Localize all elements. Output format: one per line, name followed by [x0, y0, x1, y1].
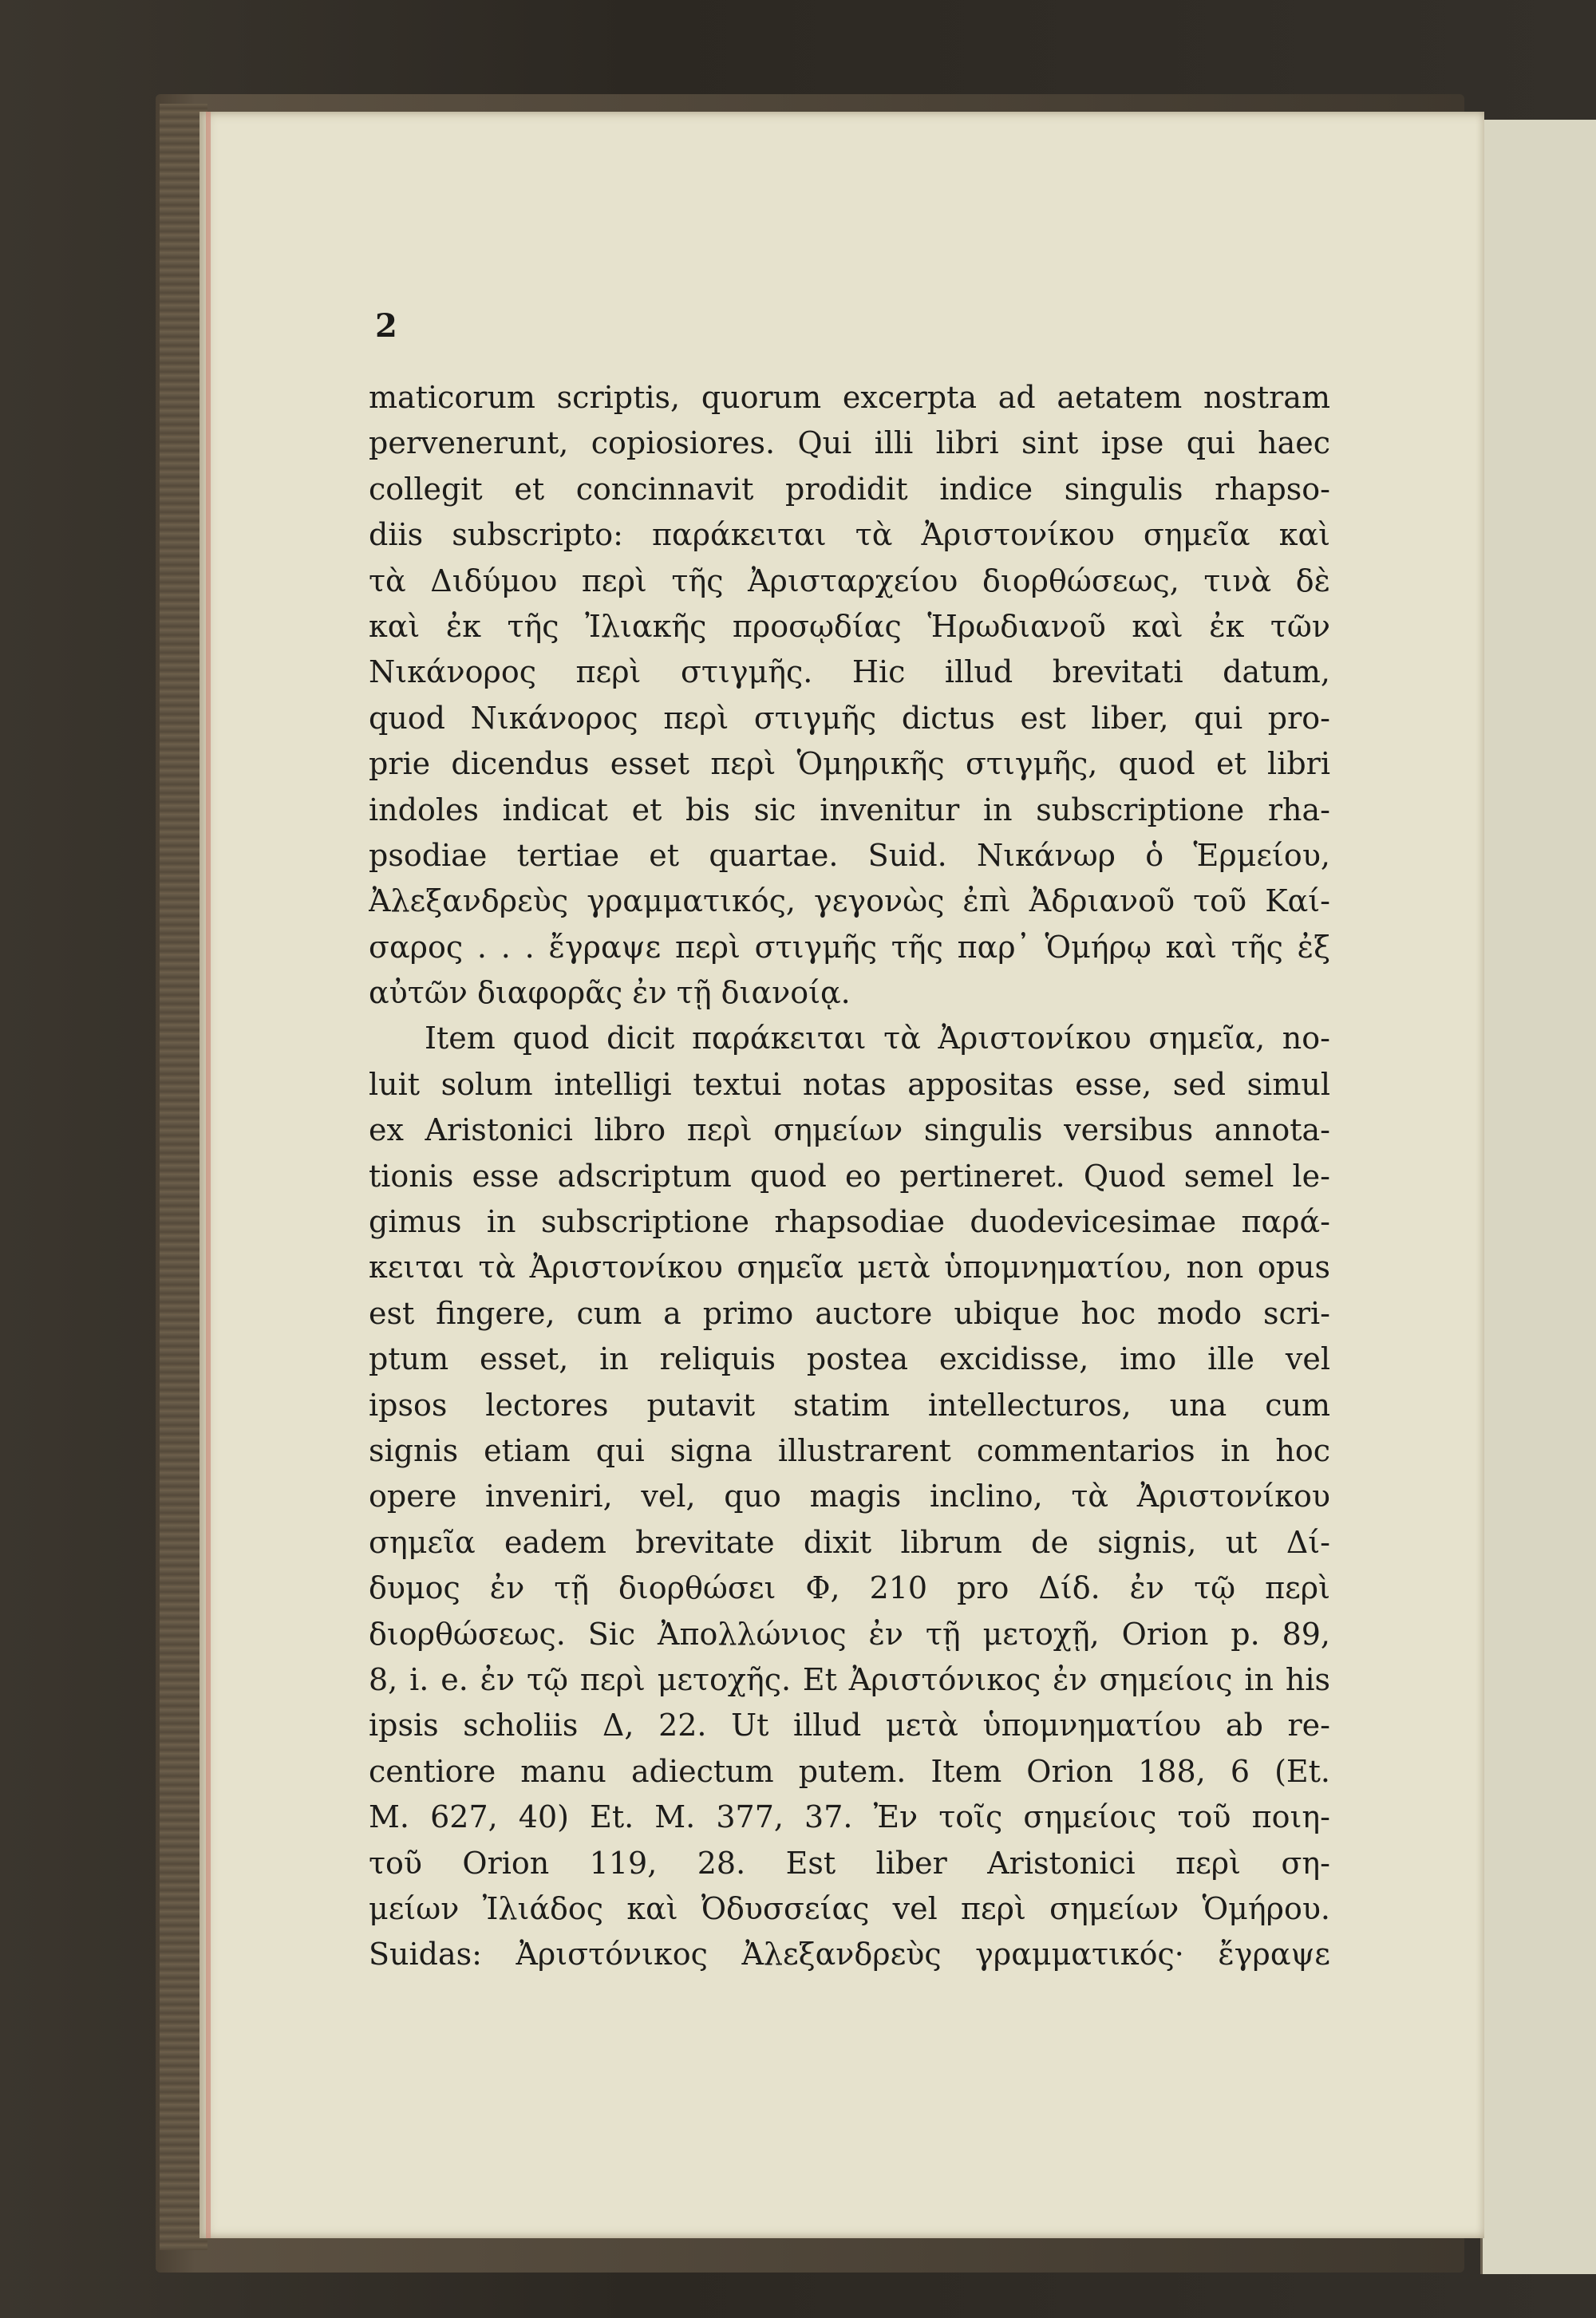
text-line: δυμος ἐν τῇ διορθώσει Φ, 210 pro Δίδ. ἐν τῷ περὶ: [369, 1570, 1330, 1606]
text-line: ipsos lectores putavit statim intellecturos, una cum: [369, 1387, 1330, 1423]
body-text: [369, 375, 1330, 1978]
text-line: κειται τὰ Ἀριστονίκου σημεῖα μετὰ ὑπομνηματίου, non opus: [369, 1250, 1330, 1285]
text-line: 8, i. e. ἐν τῷ περὶ μετοχῆς. Et Ἀριστόνικος ἐν σημείοις in his: [369, 1661, 1330, 1697]
text-line: καὶ ἐκ τῆς Ἰλιακῆς προσῳδίας Ἡρωδιανοῦ καὶ ἐκ τῶν: [369, 608, 1330, 644]
text-line: τὰ Διδύμου περὶ τῆς Ἀρισταρχείου διορθώσεως, τινὰ δὲ: [369, 563, 1330, 598]
text-line: τοῦ Orion 119, 28. Est liber Aristonici περὶ ση-: [369, 1845, 1330, 1881]
text-line: quod Νικάνορος περὶ στιγμῆς dictus est liber, qui pro-: [369, 700, 1330, 736]
text-line: luit solum intelligi textui notas appositas esse, sed simul: [369, 1066, 1330, 1102]
text-line: opere inveniri, vel, quo magis inclino, τὰ Ἀριστονίκου: [369, 1479, 1330, 1514]
text-line: σαρος . . . ἔγραψε περὶ στιγμῆς τῆς παρ᾽ Ὁμήρῳ καὶ τῆς ἐξ: [369, 929, 1330, 965]
text-line: diis subscripto: παράκειται τὰ Ἀριστονίκου σημεῖα καὶ: [369, 517, 1330, 553]
text-line: est fingere, cum a primo auctore ubique hoc modo scri-: [369, 1295, 1330, 1331]
text-line: prie dicendus esset περὶ Ὁμηρικῆς στιγμῆς, quod et libri: [369, 746, 1330, 782]
paragraph-start-line: Item quod dicit παράκειται τὰ Ἀριστονίκου σημεῖα, no-: [425, 1021, 1330, 1056]
text-line: tionis esse adscriptum quod eo pertineret. Quod semel le-: [369, 1158, 1330, 1194]
text-line: pervenerunt, copiosiores. Qui illi libri sint ipse qui haec: [369, 425, 1330, 461]
text-line: M. 627, 40) Et. M. 377, 37. Ἐν τοῖς σημείοις τοῦ ποιη-: [369, 1799, 1330, 1835]
text-line: μείων Ἰλιάδος καὶ Ὀδυσσείας vel περὶ σημείων Ὁμήρου.: [369, 1890, 1330, 1926]
text-line: gimus in subscriptione rhapsodiae duodevicesimae παρά-: [369, 1204, 1330, 1240]
text-line: centiore manu adiectum putem. Item Orion 188, 6 (Et.: [369, 1753, 1330, 1789]
text-line: Ἀλεξανδρεὺς γραμματικός, γεγονὼς ἐπὶ Ἀδριανοῦ τοῦ Καί-: [369, 883, 1330, 919]
page-red-edge: [206, 112, 211, 2238]
facing-page-edge: [1480, 120, 1596, 2274]
text-line: ex Aristonici libro περὶ σημείων singulis versibus annota-: [369, 1112, 1330, 1148]
text-line: collegit et concinnavit prodidit indice singulis rhapso-: [369, 471, 1330, 507]
page-number: 2: [375, 307, 397, 345]
text-line: psodiae tertiae et quartae. Suid. Νικάνωρ ὁ Ἑρμείου,: [369, 837, 1330, 873]
text-line: Νικάνορος περὶ στιγμῆς. Hic illud brevitati datum,: [369, 654, 1330, 690]
text-line: σημεῖα eadem brevitate dixit librum de signis, ut Δί-: [369, 1524, 1330, 1560]
text-line: indoles indicat et bis sic invenitur in subscriptione rha-: [369, 792, 1330, 827]
text-line: αὐτῶν διαφορᾶς ἐν τῇ διανοίᾳ.: [369, 975, 851, 1011]
text-line: Suidas: Ἀριστόνικος Ἀλεξανδρεὺς γραμματικός· ἔγραψε: [369, 1937, 1330, 1972]
text-line: ipsis scholiis Δ, 22. Ut illud μετὰ ὑπομνηματίου ab re-: [369, 1708, 1330, 1743]
text-line: ptum esset, in reliquis postea excidisse, imo ille vel: [369, 1341, 1330, 1377]
text-line: διορθώσεως. Sic Ἀπολλώνιος ἐν τῇ μετοχῇ, Orion p. 89,: [369, 1616, 1330, 1652]
text-line: maticorum scriptis, quorum excerpta ad aetatem nostram: [369, 380, 1330, 415]
text-line: signis etiam qui signa illustrarent commentarios in hoc: [369, 1432, 1330, 1468]
